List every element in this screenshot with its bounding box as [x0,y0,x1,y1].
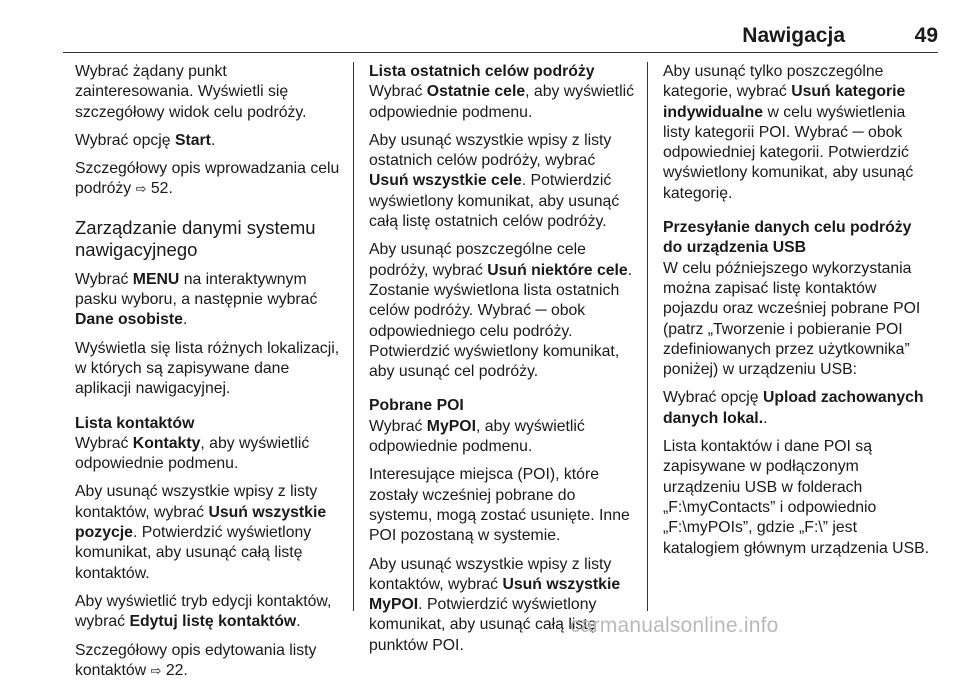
paragraph: Aby usunąć wszystkie wpisy z listy ostatnich celów podróży, wybrać Usuń wszystkie cele. Potwierdzić wyświetlony komunikat, aby usunąć całą listę ostatnich celów podróży. [369,131,620,231]
subsection-heading: Lista kontaktów [75,414,195,432]
paragraph: Wybrać opcję Upload zachowanych danych lokal.. [663,389,924,427]
menu-option: Edytuj listę kontaktów [129,613,297,631]
menu-option: Usuń wszystkie pozycje [75,503,327,542]
page-reference[interactable]: 52 [150,180,169,198]
paragraph: Aby usunąć wszystkie wpisy z listy kontaktów, wybrać Usuń wszystkie MyPOI. Potwierdzić wyświetlony komunikat, aby usunąć całą listę punktów POI. [369,555,621,654]
subsection-heading: Przesyłanie danych celu podróży do urządzenia USB [663,219,912,257]
page-number: 49 [914,24,938,47]
column-left [75,62,343,690]
watermark: carmanualsonline.info [570,614,779,637]
menu-option: Ostatnie cele [426,83,526,101]
column-right [663,62,935,567]
menu-option: MENU [132,270,180,288]
paragraph: Aby usunąć poszczególne cele podróży, wybrać Usuń niektóre cele. Zostanie wyświetlona lista ostatnich celów podróży. Wybrać ─ obok odpowiedniego celu podróży. Potwierdzić wyświetlony komunikat, aby usunąć cel podróży. [369,241,633,381]
paragraph: Wybrać opcję Start. [75,131,216,149]
paragraph: Wybrać Kontakty, aby wyświetlić odpowiednie podmenu. [75,434,310,473]
section-heading: Zarządzanie danymi systemu nawigacyjnego [75,216,316,260]
page-title: Nawigacja [742,24,845,47]
page-reference[interactable]: 22 [165,661,184,679]
menu-option: Usuń wszystkie cele [369,172,522,190]
paragraph: Aby usunąć tylko poszczególne kategorie, wybrać Usuń kategorie indywidualne w celu wyświetlenia listy kategorii POI. Wybrać ─ obok odpowiedniej kategorii. Potwierdzić wyświetlony komunikat, aby usunąć kategorię. [663,63,914,202]
paragraph: Aby wyświetlić tryb edycji kontaktów, wybrać Edytuj listę kontaktów. [75,592,332,631]
menu-option: MyPOI [426,417,476,435]
paragraph: Lista kontaktów i dane POI są zapisywane w podłączonym urządzeniu USB w folderach „F:\myContacts” i odpowiednio „F:\myPOIs”, gdzie „F:\” jest katalogiem głównym urządzenia USB. [663,438,930,557]
column-divider-left [353,62,354,611]
subsection-heading: Lista ostatnich celów podróży [369,63,595,80]
paragraph: Wybrać MyPOI, aby wyświetlić odpowiednie podmenu. [369,417,585,456]
page-reference-arrow-icon: ⇨ [150,663,162,679]
page-header [0,0,960,52]
paragraph: W celu późniejszego wykorzystania można zapisać listę kontaktów pojazdu oraz wcześniej pobrane POI (patrz „Tworzenie i pobieranie POI zdefiniowanych przez użytkownika” poniżej) w urządzeniu USB: [663,259,921,379]
menu-option: Dane osobiste [75,311,183,329]
column-divider-right [647,62,648,611]
menu-option: Upload zachowanych danych lokal. [663,389,924,427]
paragraph: Wybrać żądany punkt zainteresowania. Wyświetli się szczegółowy widok celu podróży. [75,63,307,121]
column-middle [369,62,639,664]
subsection-heading: Pobrane POI [369,397,464,415]
paragraph: Szczegółowy opis edytowania listy kontaktów ⇨ 22. [75,641,317,679]
paragraph: Wyświetla się lista różnych lokalizacji, w których są zapisywane dane aplikacji nawigacyjnej. [75,339,340,398]
menu-option: Usuń niektóre cele [487,261,628,279]
paragraph: Aby usunąć wszystkie wpisy z listy kontaktów, wybrać Usuń wszystkie pozycje. Potwierdzić wyświetlony komunikat, aby usunąć całą listę kontaktów. [75,483,327,582]
header-divider [63,52,938,53]
menu-option: Start [174,131,211,149]
menu-option: Usuń wszystkie MyPOI [369,575,621,614]
menu-option: Kontakty [132,434,201,452]
paragraph: Wybrać Ostatnie cele, aby wyświetlić odpowiednie podmenu. [369,83,634,121]
paragraph: Szczegółowy opis wprowadzania celu podróży ⇨ 52. [75,160,340,198]
paragraph: Interesujące miejsca (POI), które zostały wcześniej pobrane do systemu, mogą zostać usunięte. Inne POI pozostaną w systemie. [369,466,630,545]
page-reference-arrow-icon: ⇨ [135,182,147,198]
menu-option: Usuń kategorie indywidualne [663,83,906,121]
paragraph: Wybrać MENU na interaktywnym pasku wyboru, a następnie wybrać Dane osobiste. [75,270,318,329]
